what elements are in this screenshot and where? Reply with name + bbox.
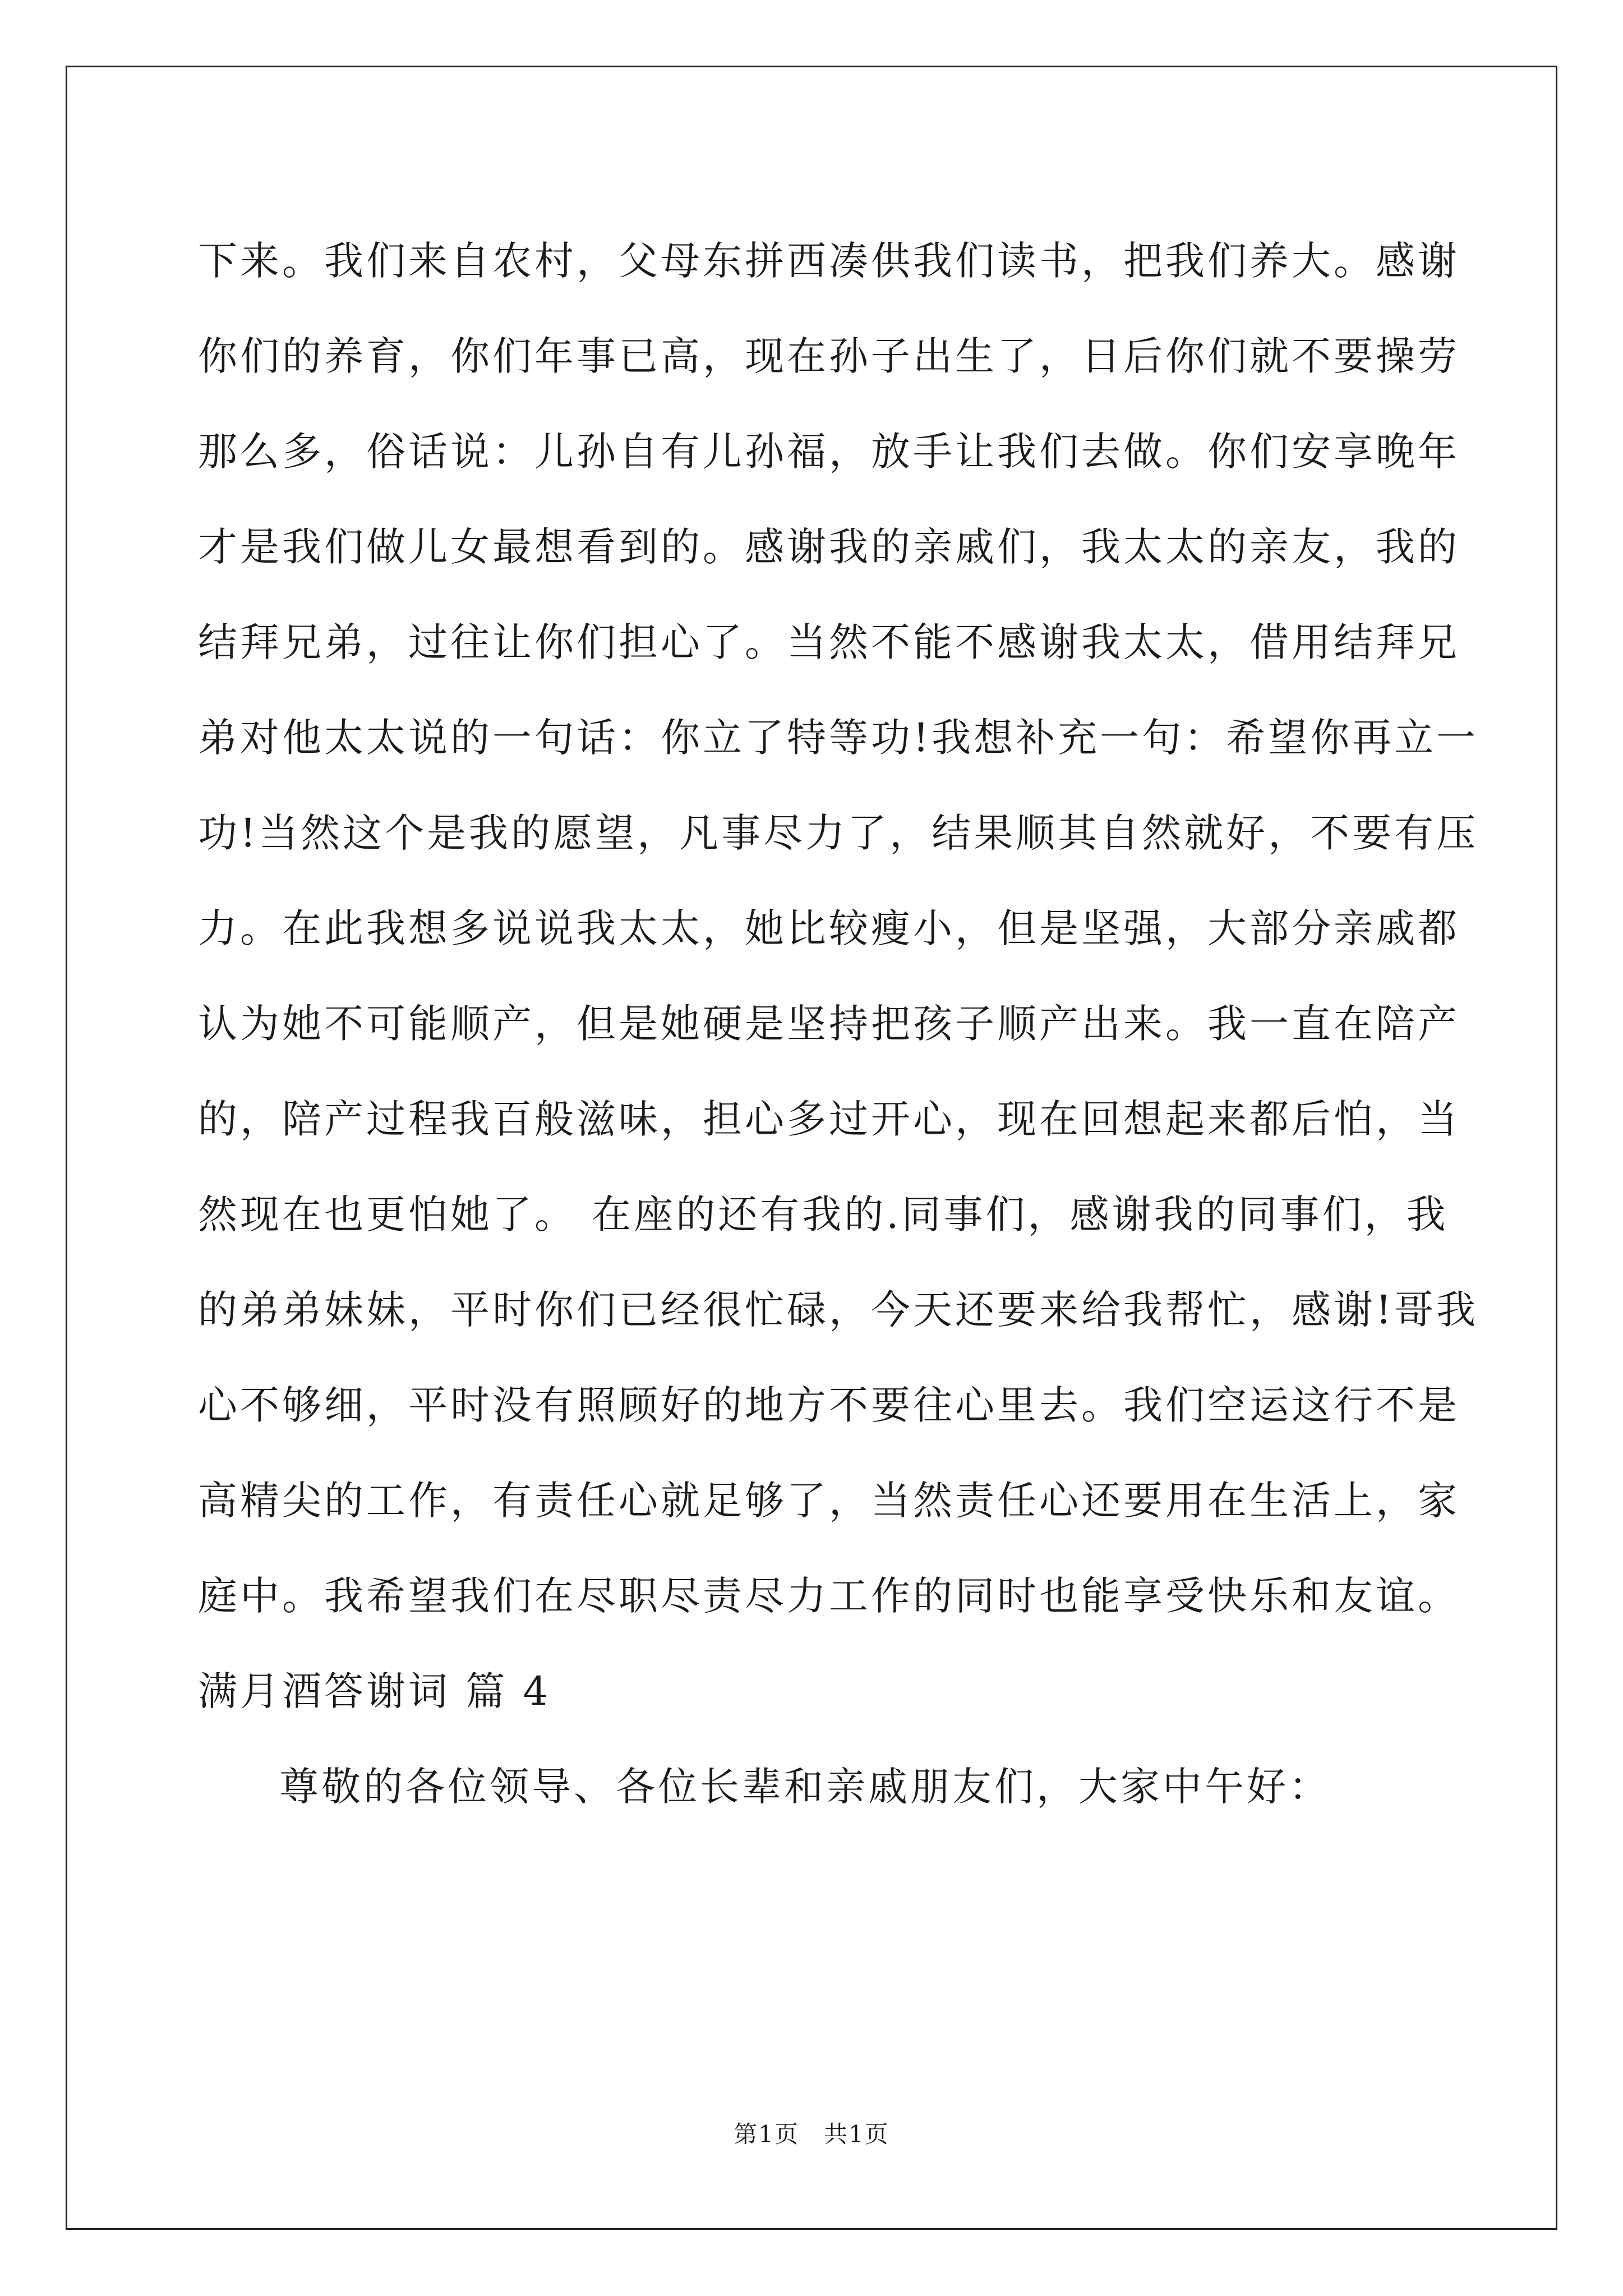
paragraph-line: 那么多，俗话说：儿孙自有儿孙福，放手让我们去做。你们安享晚年: [198, 429, 1460, 475]
paragraph-line: 认为她不可能顺产，但是她硬是坚持把孩子顺产出来。我一直在陪产: [198, 1001, 1460, 1047]
paragraph-line: 你们的养育，你们年事已高，现在孙子出生了，日后你们就不要操劳: [198, 333, 1460, 379]
paragraph-line: 弟对他太太说的一句话：你立了特等功!我想补充一句：希望你再立一: [198, 715, 1479, 761]
paragraph-line: 下来。我们来自农村，父母东拼西凑供我们读书，把我们养大。感谢: [198, 238, 1460, 284]
paragraph-line: 庭中。我希望我们在尽职尽责尽力工作的同时也能享受快乐和友谊。: [198, 1573, 1460, 1619]
paragraph-line: 心不够细，平时没有照顾好的地方不要往心里去。我们空运这行不是: [198, 1382, 1460, 1428]
greeting-line: 尊敬的各位领导、各位长辈和亲戚朋友们，大家中午好：: [279, 1764, 1331, 1810]
paragraph-line: 的，陪产过程我百般滋味，担心多过开心，现在回想起来都后怕，当: [198, 1096, 1460, 1142]
paragraph-line: 的弟弟妹妹，平时你们已经很忙碌，今天还要来给我帮忙，感谢!哥我: [198, 1287, 1479, 1333]
paragraph-line: 高精尖的工作，有责任心就足够了，当然责任心还要用在生活上，家: [198, 1478, 1460, 1524]
page-footer: 第1页 共1页: [734, 2120, 889, 2148]
paragraph-line: 结拜兄弟，过往让你们担心了。当然不能不感谢我太太，借用结拜兄: [198, 619, 1460, 665]
section-heading: 满月酒答谢词 篇 4: [198, 1668, 551, 1714]
paragraph-line: 功!当然这个是我的愿望，凡事尽力了，结果顺其自然就好，不要有压: [198, 810, 1479, 856]
paragraph-line: 力。在此我想多说说我太太，她比较瘦小，但是坚强，大部分亲戚都: [198, 905, 1460, 951]
paragraph-line: 然现在也更怕她了。 在座的还有我的.同事们，感谢我的同事们，我: [198, 1191, 1449, 1237]
paragraph-line: 才是我们做儿女最想看到的。感谢我的亲戚们，我太太的亲友，我的: [198, 524, 1460, 570]
document-body: [198, 213, 1479, 1834]
